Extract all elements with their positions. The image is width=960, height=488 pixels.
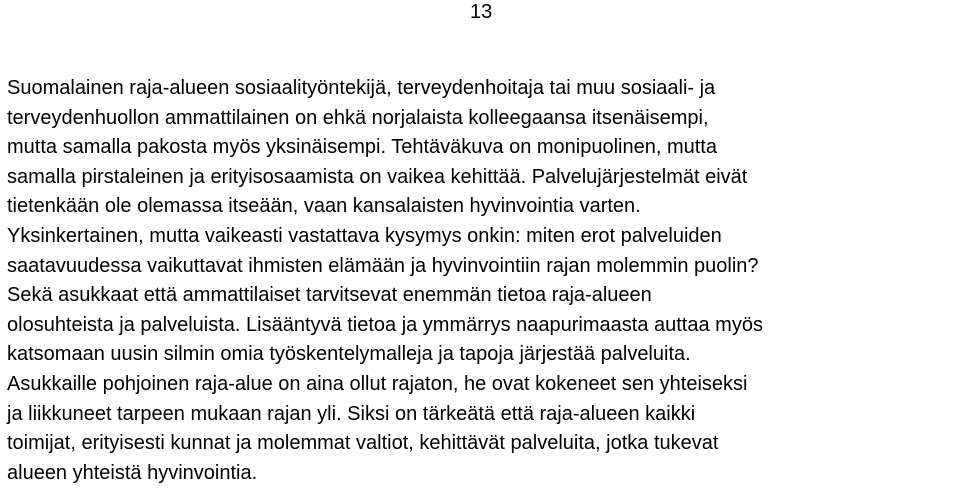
body-paragraph	[7, 74, 957, 488]
paragraph-line-12: ja liikkuneet tarpeen mukaan rajan yli. Siksi on tärkeätä että raja-alueen kaikki	[7, 402, 696, 425]
paragraph-line-2: terveydenhuollon ammattilainen on ehkä norjalaista kolleegaansa itsenäisempi,	[7, 106, 709, 129]
paragraph-line-14: alueen yhteistä hyvinvointia.	[7, 461, 258, 484]
paragraph-line-5: tietenkään ole olemassa itseään, vaan kansalaisten hyvinvointia varten.	[7, 195, 641, 218]
paragraph-line-10: katsomaan uusin silmin omia työskentelymalleja ja tapoja järjestää palveluita.	[7, 343, 691, 366]
paragraph-line-7: saatavuudessa vaikuttavat ihmisten elämään ja hyvinvointiin rajan molemmin puolin?	[7, 254, 759, 277]
paragraph-line-3: mutta samalla pakosta myös yksinäisempi. Tehtäväkuva on monipuolinen, mutta	[7, 136, 717, 159]
page-number: 13	[470, 1, 493, 23]
paragraph-line-11: Asukkaille pohjoinen raja-alue on aina ollut rajaton, he ovat kokeneet sen yhteiseksi	[7, 372, 748, 395]
paragraph-line-8: Sekä asukkaat että ammattilaiset tarvitsevat enemmän tietoa raja-alueen	[7, 284, 652, 307]
paragraph-line-1: Suomalainen raja-alueen sosiaalityöntekijä, terveydenhoitaja tai muu sosiaali- ja	[7, 77, 716, 99]
paragraph-line-9: olosuhteista ja palveluista. Lisääntyvä tietoa ja ymmärrys naapurimaasta auttaa myös	[7, 313, 763, 336]
paragraph-line-13: toimijat, erityisesti kunnat ja molemmat valtiot, kehittävät palveluita, jotka tukevat	[7, 432, 719, 455]
paragraph-line-4: samalla pirstaleinen ja erityisosaamista on vaikea kehittää. Palvelujärjestelmät eivät	[7, 165, 748, 188]
paragraph-line-6: Yksinkertainen, mutta vaikeasti vastattava kysymys onkin: miten erot palveluiden	[7, 224, 722, 247]
